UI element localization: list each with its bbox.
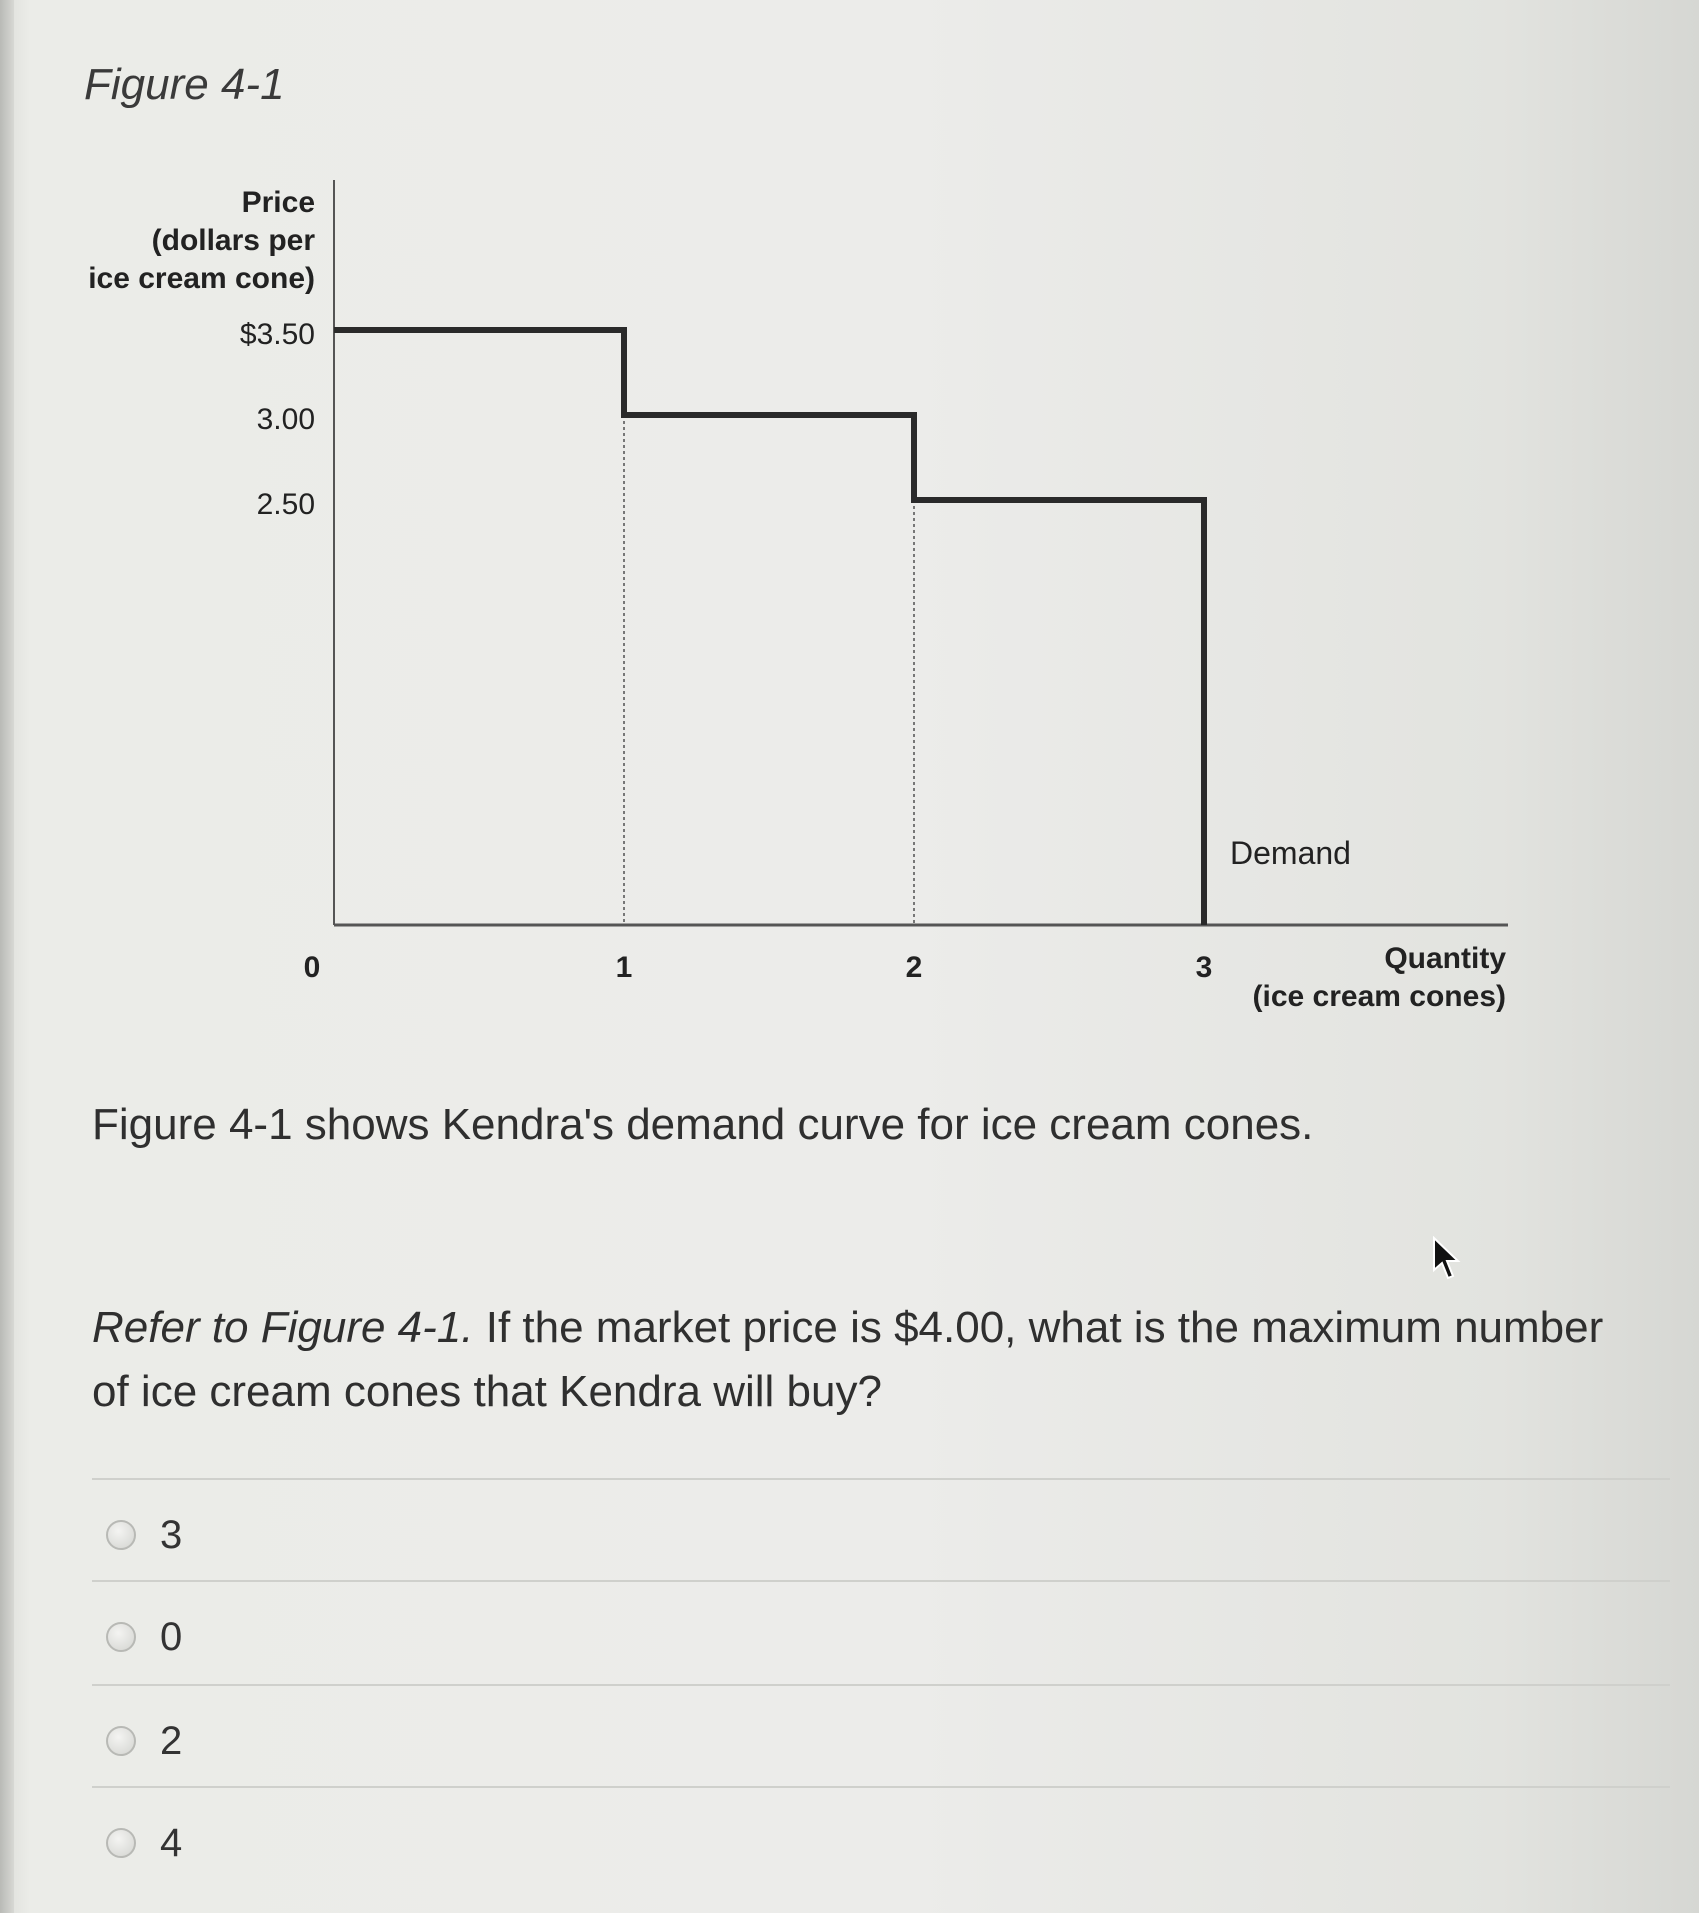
radio-button[interactable]	[106, 1520, 136, 1550]
option-divider	[92, 1684, 1670, 1686]
answer-option-3[interactable]	[106, 1716, 182, 1766]
y-tick-label: $3.50	[239, 318, 315, 351]
option-divider	[92, 1786, 1670, 1788]
y-axis-label: (dollars per	[151, 224, 315, 257]
curve-label: Demand	[1230, 835, 1351, 871]
question-reference: Refer to Figure 4-1.	[92, 1303, 474, 1352]
x-tick-label: 0	[303, 951, 321, 984]
y-tick-label: 3.00	[256, 403, 315, 436]
question-text	[92, 1296, 1652, 1424]
option-label: 3	[160, 1512, 183, 1557]
x-tick-label: 2	[905, 951, 923, 984]
demand-curve	[334, 330, 1204, 925]
question-body: If the market price is $4.00, what is the maximum number of ice cream cones that Kendra will buy?	[92, 1303, 1604, 1416]
radio-button[interactable]	[106, 1622, 136, 1652]
y-tick-label: 2.50	[256, 488, 315, 521]
x-axis-label: Quantity	[1384, 942, 1506, 975]
x-tick-label: 1	[615, 951, 633, 984]
radio-button[interactable]	[106, 1828, 136, 1858]
option-divider	[92, 1478, 1670, 1480]
answer-option-4[interactable]	[106, 1818, 182, 1868]
answer-option-2[interactable]	[106, 1612, 182, 1662]
x-axis-label: (ice cream cones)	[1252, 980, 1506, 1013]
answer-option-1[interactable]	[106, 1510, 182, 1560]
figure-title: Figure 4-1	[84, 60, 285, 109]
x-tick-label: 3	[1195, 951, 1213, 984]
y-axis-label: ice cream cone)	[88, 262, 315, 295]
radio-button[interactable]	[106, 1726, 136, 1756]
figure-caption: Figure 4-1 shows Kendra's demand curve for ice cream cones.	[92, 1100, 1314, 1149]
mouse-pointer-icon	[1432, 1236, 1462, 1284]
option-label: 2	[160, 1718, 183, 1763]
y-axis-label: Price	[241, 186, 315, 219]
option-label: 4	[160, 1820, 183, 1865]
option-divider	[92, 1580, 1670, 1582]
option-label: 0	[160, 1614, 183, 1659]
